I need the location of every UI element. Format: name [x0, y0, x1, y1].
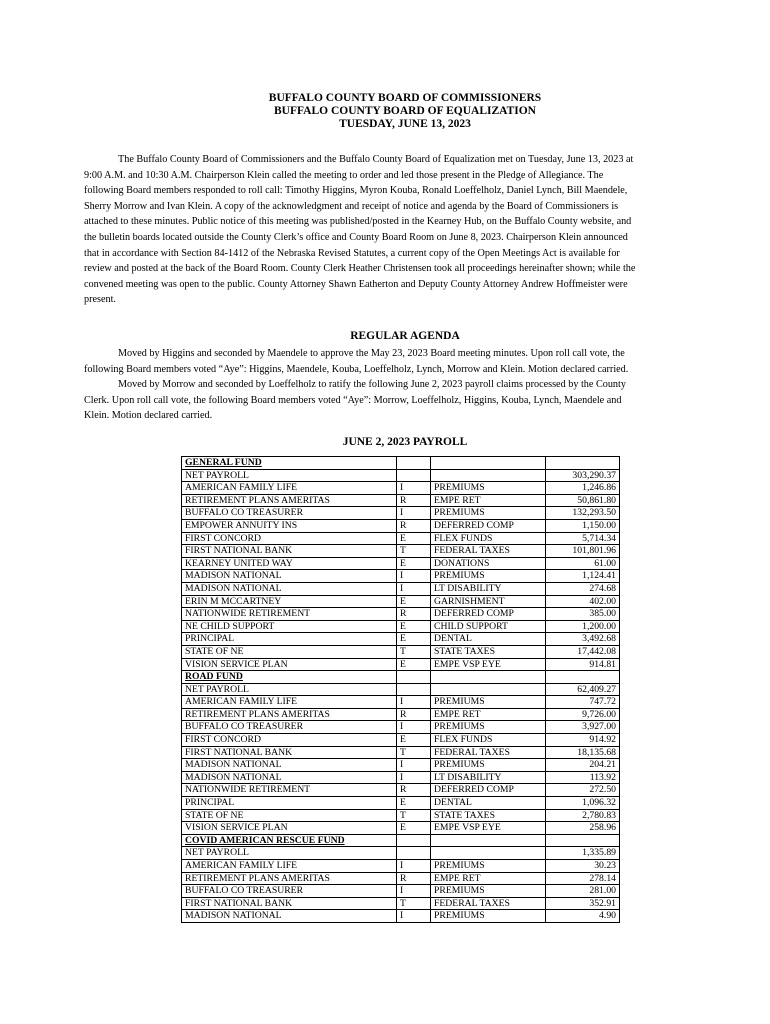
description-cell	[431, 847, 546, 860]
payroll-row	[182, 645, 620, 658]
amount-cell: 101,801.96	[546, 545, 620, 558]
amount-cell: 132,293.50	[546, 507, 620, 520]
intro-paragraph	[84, 152, 716, 308]
payroll-row	[182, 494, 620, 507]
description-cell: PREMIUMS	[431, 507, 546, 520]
description-cell: DEFERRED COMP	[431, 519, 546, 532]
intro-line: The Buffalo County Board of Commissioners and the Buffalo County Board of Equalization met on Tuesday, June 13, 2023 at	[118, 154, 634, 165]
description-cell: FLEX FUNDS	[431, 532, 546, 545]
payee-cell: BUFFALO CO TREASURER	[182, 721, 397, 734]
payroll-row	[182, 822, 620, 835]
payroll-row	[182, 620, 620, 633]
payee-cell: MADISON NATIONAL	[182, 759, 397, 772]
code-cell	[397, 671, 431, 684]
code-cell: I	[397, 570, 431, 583]
fund-name: COVID AMERICAN RESCUE FUND	[185, 834, 345, 846]
payee-cell: FIRST CONCORD	[182, 734, 397, 747]
fund-header-row	[182, 834, 620, 847]
description-cell: FEDERAL TAXES	[431, 746, 546, 759]
description-cell: PREMIUMS	[431, 570, 546, 583]
code-cell: T	[397, 545, 431, 558]
code-cell: I	[397, 771, 431, 784]
payroll-row	[182, 582, 620, 595]
amount-cell: 402.00	[546, 595, 620, 608]
payroll-row	[182, 519, 620, 532]
code-cell	[397, 683, 431, 696]
amount-cell: 747.72	[546, 696, 620, 709]
description-cell: LT DISABILITY	[431, 771, 546, 784]
payee-cell: FIRST NATIONAL BANK	[182, 746, 397, 759]
payee-cell: MADISON NATIONAL	[182, 582, 397, 595]
description-cell: FEDERAL TAXES	[431, 545, 546, 558]
code-cell: R	[397, 708, 431, 721]
payroll-table	[181, 456, 620, 923]
fund-name: GENERAL FUND	[185, 457, 262, 468]
description-cell: EMPE VSP EYE	[431, 658, 546, 671]
payee-cell: NATIONWIDE RETIREMENT	[182, 608, 397, 621]
payee-cell: RETIREMENT PLANS AMERITAS	[182, 708, 397, 721]
description-cell: STATE TAXES	[431, 809, 546, 822]
amount-cell: 204.21	[546, 759, 620, 772]
payroll-row	[182, 532, 620, 545]
description-cell: GARNISHMENT	[431, 595, 546, 608]
description-cell	[431, 469, 546, 482]
description-cell: DENTAL	[431, 633, 546, 646]
amount-cell: 18,135.68	[546, 746, 620, 759]
intro-line: present.	[84, 294, 116, 306]
amount-cell: 61.00	[546, 557, 620, 570]
payroll-row	[182, 759, 620, 772]
code-cell: E	[397, 595, 431, 608]
payee-cell: FIRST NATIONAL BANK	[182, 545, 397, 558]
amount-cell: 62,409.27	[546, 683, 620, 696]
agenda-line: Klein. Motion declared carried.	[84, 410, 213, 422]
agenda-line: following Board members voted “Aye”: Higgins, Maendele, Kouba, Loeffelholz, Lynch, Morrow and Klein. Motion declared carried.	[84, 363, 629, 375]
description-cell: STATE TAXES	[431, 645, 546, 658]
amount-cell: 303,290.37	[546, 469, 620, 482]
amount-cell: 385.00	[546, 608, 620, 621]
heading-line-3: TUESDAY, JUNE 13, 2023	[339, 118, 471, 130]
amount-cell: 1,335.89	[546, 847, 620, 860]
payroll-row	[182, 885, 620, 898]
amount-cell: 352.91	[546, 897, 620, 910]
payee-cell: MADISON NATIONAL	[182, 570, 397, 583]
payee-cell: NET PAYROLL	[182, 847, 397, 860]
intro-line: following Board members responded to roll call: Timothy Higgins, Myron Kouba, Ronald Loeffelholz, Daniel Lynch, Bill Maendele,	[84, 185, 628, 197]
agenda-line: Clerk. Upon roll call vote, the following Board members voted “Aye”: Morrow, Loeffelholz, Higgins, Kouba, Lynch, Maendele and	[84, 394, 622, 406]
payee-cell: BUFFALO CO TREASURER	[182, 885, 397, 898]
amount-cell: 258.96	[546, 822, 620, 835]
description-cell: DEFERRED COMP	[431, 608, 546, 621]
amount-cell: 1,150.00	[546, 519, 620, 532]
payroll-row	[182, 721, 620, 734]
intro-line: 9:00 A.M. and 10:30 A.M. Chairperson Klein called the meeting to order and led those present in the Pledge of Allegiance. The	[84, 169, 604, 181]
payee-cell: FIRST NATIONAL BANK	[182, 897, 397, 910]
amount-cell: 113.92	[546, 771, 620, 784]
payroll-row	[182, 746, 620, 759]
intro-line: that in accordance with Section 84-1412 of the Nebraska Revised Statutes, a current copy of the Open Meetings Act is available for	[84, 247, 620, 259]
payee-cell: NE CHILD SUPPORT	[182, 620, 397, 633]
code-cell: I	[397, 860, 431, 873]
payroll-row	[182, 545, 620, 558]
payee-cell	[182, 671, 397, 684]
description-cell	[431, 671, 546, 684]
amount-cell: 1,200.00	[546, 620, 620, 633]
fund-header-row	[182, 457, 620, 470]
code-cell: I	[397, 885, 431, 898]
payroll-row	[182, 696, 620, 709]
amount-cell: 50,861.80	[546, 494, 620, 507]
payee-cell: EMPOWER ANNUITY INS	[182, 519, 397, 532]
payroll-row	[182, 809, 620, 822]
code-cell: R	[397, 872, 431, 885]
payee-cell: STATE OF NE	[182, 645, 397, 658]
amount-cell: 2,780.83	[546, 809, 620, 822]
code-cell: I	[397, 910, 431, 923]
payee-cell: PRINCIPAL	[182, 633, 397, 646]
code-cell	[397, 457, 431, 470]
payroll-row	[182, 507, 620, 520]
code-cell: R	[397, 519, 431, 532]
amount-cell: 278.14	[546, 872, 620, 885]
description-cell: DENTAL	[431, 797, 546, 810]
description-cell: PREMIUMS	[431, 721, 546, 734]
description-cell: PREMIUMS	[431, 759, 546, 772]
description-cell: PREMIUMS	[431, 885, 546, 898]
description-cell	[431, 457, 546, 470]
code-cell: I	[397, 507, 431, 520]
payee-cell: MADISON NATIONAL	[182, 771, 397, 784]
amount-cell: 1,096.32	[546, 797, 620, 810]
payee-cell: VISION SERVICE PLAN	[182, 822, 397, 835]
payee-cell: BUFFALO CO TREASURER	[182, 507, 397, 520]
description-cell	[431, 834, 546, 847]
code-cell: I	[397, 582, 431, 595]
amount-cell: 272.50	[546, 784, 620, 797]
description-cell: PREMIUMS	[431, 910, 546, 923]
amount-cell: 274.68	[546, 582, 620, 595]
description-cell: PREMIUMS	[431, 482, 546, 495]
payee-cell: KEARNEY UNITED WAY	[182, 557, 397, 570]
description-cell: PREMIUMS	[431, 696, 546, 709]
description-cell: FEDERAL TAXES	[431, 897, 546, 910]
payee-cell: RETIREMENT PLANS AMERITAS	[182, 872, 397, 885]
amount-cell: 30.23	[546, 860, 620, 873]
fund-name: ROAD FUND	[185, 671, 243, 683]
regular-agenda-paragraph	[84, 346, 716, 424]
description-cell: EMPE RET	[431, 872, 546, 885]
code-cell	[397, 847, 431, 860]
payroll-row	[182, 557, 620, 570]
payroll-table-body	[182, 457, 620, 923]
description-cell: EMPE RET	[431, 494, 546, 507]
amount-cell: 9,726.00	[546, 708, 620, 721]
payee-cell	[182, 834, 397, 847]
payroll-row	[182, 797, 620, 810]
code-cell: T	[397, 746, 431, 759]
amount-cell: 281.00	[546, 885, 620, 898]
amount-cell: 3,927.00	[546, 721, 620, 734]
payroll-row	[182, 633, 620, 646]
code-cell: T	[397, 809, 431, 822]
payroll-row	[182, 608, 620, 621]
code-cell: I	[397, 759, 431, 772]
heading-line-1: BUFFALO COUNTY BOARD OF COMMISSIONERS	[268, 92, 542, 104]
payee-cell: AMERICAN FAMILY LIFE	[182, 482, 397, 495]
intro-line: attached to these minutes. Public notice of this meeting was published/posted in the Kearney Hub, on the Buffalo County website, and	[84, 216, 632, 228]
payroll-row	[182, 658, 620, 671]
payroll-row	[182, 771, 620, 784]
code-cell: R	[397, 608, 431, 621]
description-cell: LT DISABILITY	[431, 582, 546, 595]
intro-line: Sherry Morrow and Ivan Klein. A copy of the acknowledgment and receipt of notice and agenda by the Board of Commissioners is	[84, 200, 619, 212]
code-cell: R	[397, 494, 431, 507]
payroll-row	[182, 469, 620, 482]
heading-line-2: BUFFALO COUNTY BOARD OF EQUALIZATION	[274, 105, 536, 117]
payroll-row	[182, 860, 620, 873]
code-cell: E	[397, 532, 431, 545]
payee-cell: FIRST CONCORD	[182, 532, 397, 545]
payee-cell: AMERICAN FAMILY LIFE	[182, 860, 397, 873]
payee-cell: NET PAYROLL	[182, 469, 397, 482]
payroll-row	[182, 570, 620, 583]
amount-cell: 17,442.08	[546, 645, 620, 658]
code-cell	[397, 469, 431, 482]
payee-cell: MADISON NATIONAL	[182, 910, 397, 923]
description-cell: EMPE VSP EYE	[431, 822, 546, 835]
payroll-row	[182, 784, 620, 797]
payee-cell: AMERICAN FAMILY LIFE	[182, 696, 397, 709]
description-cell: PREMIUMS	[431, 860, 546, 873]
description-cell: CHILD SUPPORT	[431, 620, 546, 633]
code-cell: T	[397, 645, 431, 658]
amount-cell	[546, 671, 620, 684]
payee-cell: NET PAYROLL	[182, 683, 397, 696]
description-cell: FLEX FUNDS	[431, 734, 546, 747]
amount-cell: 3,492.68	[546, 633, 620, 646]
amount-cell: 1,246.86	[546, 482, 620, 495]
payroll-row	[182, 910, 620, 923]
payroll-row	[182, 897, 620, 910]
code-cell: E	[397, 633, 431, 646]
code-cell: E	[397, 557, 431, 570]
payroll-row	[182, 482, 620, 495]
amount-cell: 1,124.41	[546, 570, 620, 583]
agenda-line: Moved by Morrow and seconded by Loeffelholz to ratify the following June 2, 2023 payroll claims processed by the County	[118, 379, 626, 391]
code-cell: E	[397, 620, 431, 633]
code-cell	[397, 834, 431, 847]
code-cell: E	[397, 658, 431, 671]
amount-cell: 914.92	[546, 734, 620, 747]
amount-cell: 914.81	[546, 658, 620, 671]
payee-cell: PRINCIPAL	[182, 797, 397, 810]
payroll-row	[182, 683, 620, 696]
code-cell: T	[397, 897, 431, 910]
code-cell: I	[397, 721, 431, 734]
payroll-row	[182, 872, 620, 885]
amount-cell: 4.90	[546, 910, 620, 923]
description-cell: EMPE RET	[431, 708, 546, 721]
code-cell: E	[397, 734, 431, 747]
payroll-row	[182, 847, 620, 860]
payroll-row	[182, 734, 620, 747]
regular-agenda-title: REGULAR AGENDA	[350, 330, 460, 342]
fund-header-row	[182, 671, 620, 684]
agenda-line: Moved by Higgins and seconded by Maendele to approve the May 23, 2023 Board meeting minutes. Upon roll call vote, the	[118, 348, 625, 359]
code-cell: R	[397, 784, 431, 797]
amount-cell	[546, 834, 620, 847]
payee-cell	[182, 457, 397, 470]
amount-cell: 5,714.34	[546, 532, 620, 545]
description-cell	[431, 683, 546, 696]
payee-cell: RETIREMENT PLANS AMERITAS	[182, 494, 397, 507]
payee-cell: NATIONWIDE RETIREMENT	[182, 784, 397, 797]
code-cell: I	[397, 696, 431, 709]
payroll-title: JUNE 2, 2023 PAYROLL	[342, 436, 468, 448]
intro-line: the bulletin boards located outside the County Clerk’s office and County Board Room on June 8, 2023. Chairperson Klein announced	[84, 231, 628, 243]
intro-line: convened meeting was open to the public. County Attorney Shawn Eatherton and Deputy County Attorney Andrew Hoffmeister were	[84, 278, 628, 290]
code-cell: I	[397, 482, 431, 495]
payee-cell: ERIN M MCCARTNEY	[182, 595, 397, 608]
description-cell: DEFERRED COMP	[431, 784, 546, 797]
intro-line: review and posted at the back of the Board Room. County Clerk Heather Christensen took all proceedings hereinafter shown; while the	[84, 263, 636, 275]
description-cell: DONATIONS	[431, 557, 546, 570]
payroll-row	[182, 595, 620, 608]
code-cell: E	[397, 797, 431, 810]
payroll-row	[182, 708, 620, 721]
code-cell: E	[397, 822, 431, 835]
payee-cell: STATE OF NE	[182, 809, 397, 822]
payee-cell: VISION SERVICE PLAN	[182, 658, 397, 671]
amount-cell	[546, 457, 620, 470]
document-heading	[0, 92, 770, 131]
